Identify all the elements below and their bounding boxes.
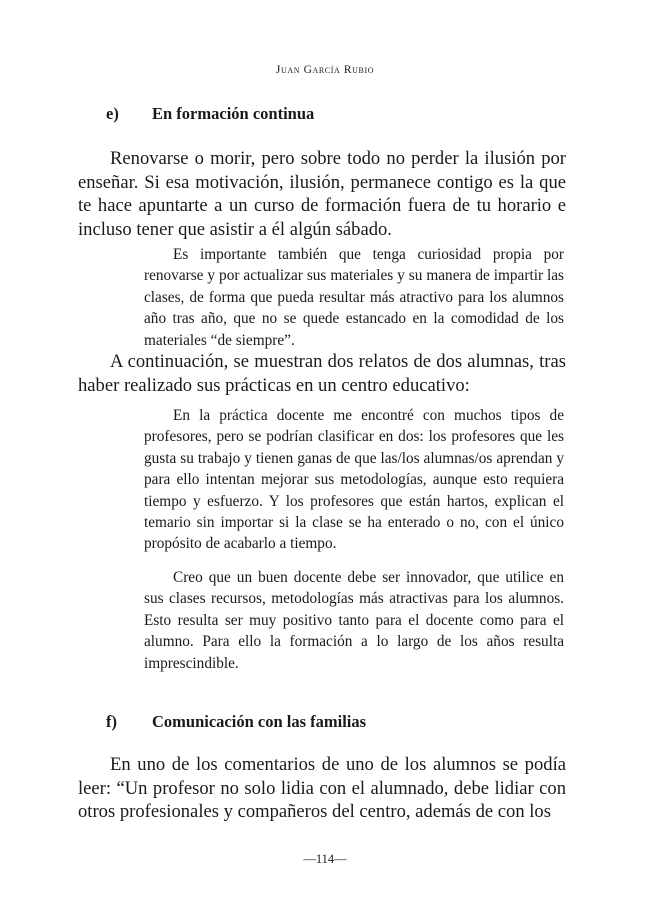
block-quote: En la práctica docente me encontré con muchos tipos de profesores, pero se podrían clasificar en dos: los profesores que les gusta su trabajo y tienen ganas de que las/los alumnas/os aprendan y para ello intentan mejorar sus metodologías, aunque esto requiera tiempo y esfuerzo. Y los profesores que están hartos, explican el temario sin importar si la clase se ha enterado o no, con el único propósito de acabarlo a tiempo.: [144, 407, 564, 553]
page-number: —114—: [303, 852, 347, 866]
block-quote: Creo que un buen docente debe ser innovador, que utilice en sus clases recursos, metodologías más atractivas para los alumnos. Esto resulta ser muy positivo tanto para el docente como para el alumno. Para ello la formación a lo largo de los años resulta imprescindible.: [144, 569, 564, 672]
body-paragraph: A continuación, se muestran dos relatos de dos alumnas, tras haber realizado sus prácticas en un centro educativo:: [78, 351, 566, 396]
section-title: Comunicación con las familias: [152, 712, 367, 731]
section-letter: e): [106, 104, 119, 123]
body-paragraph: Renovarse o morir, pero sobre todo no perder la ilusión por enseñar. Si esa motivación, ilusión, permanece contigo es la que te hace apuntarte a un curso de formación fuera de tu horario e incluso tener que asistir a él algún sábado.: [78, 148, 566, 240]
section-heading-f: [106, 712, 366, 732]
section-heading-e: [106, 104, 314, 124]
block-quote: Es importante también que tenga curiosidad propia por renovarse y por actualizar sus materiales y su manera de impartir las clases, de forma que pueda resultar más atractivo para los alumnos año tras año, que no se quede estancado en la comodidad de los materiales “de siempre”.: [144, 246, 564, 349]
section-letter: f): [106, 712, 117, 731]
section-title: En formación continua: [152, 104, 315, 123]
running-header: Juan García Rubio: [275, 64, 375, 76]
body-paragraph: En uno de los comentarios de uno de los alumnos se podía leer: “Un profesor no solo lidia con el alumnado, debe lidiar con otros profesionales y compañeros del centro, además de con los: [78, 754, 566, 822]
